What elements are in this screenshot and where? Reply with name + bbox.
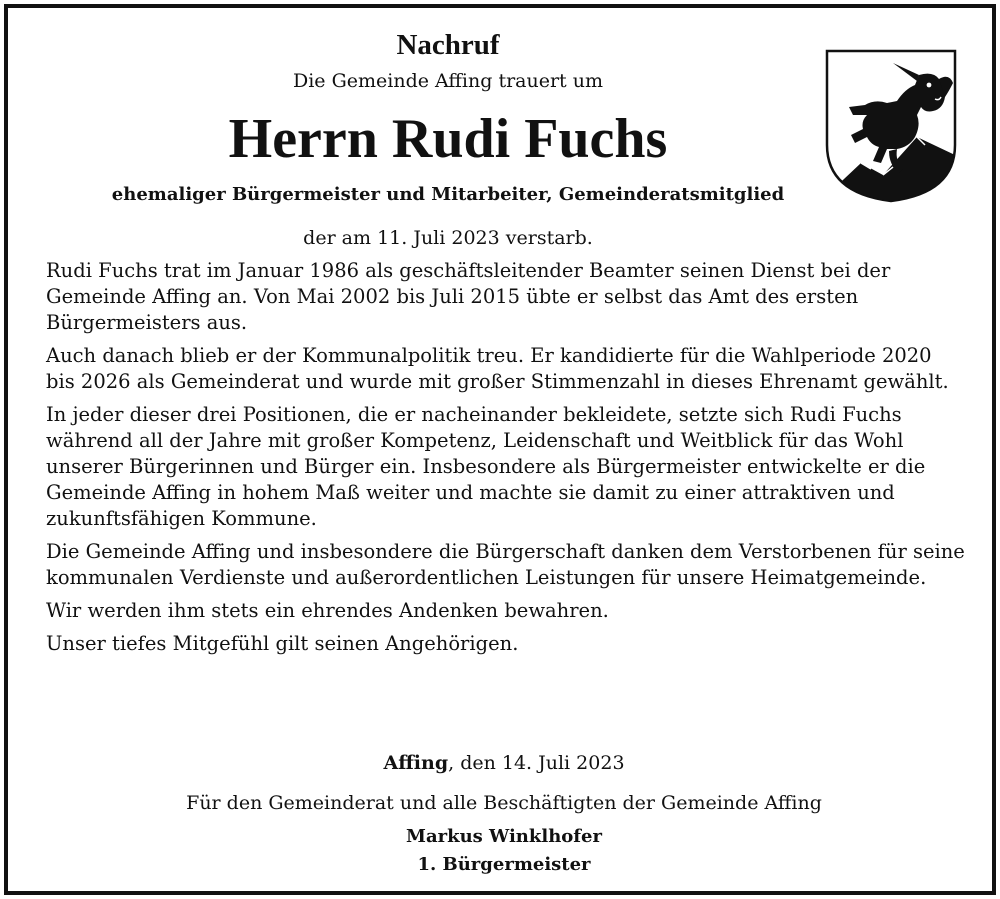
notice-intro: Die Gemeinde Affing trauert um (293, 70, 603, 92)
body-paragraph: Wir werden ihm stets ein ehrendes Andenken bewahren. (46, 599, 609, 622)
closing-date: , den 14. Juli 2023 (448, 752, 625, 774)
notice-frame (4, 4, 996, 895)
place-name: Affing (383, 752, 449, 774)
body-paragraph: In jeder dieser drei Positionen, die er nacheinander bekleidete, setzte sich Rudi Fuchs während all der Jahre mit großer Kompetenz, Leidenschaft und Weitblick für das Wohl unserer Bürgerinnen und Bürger ein. Insbesondere als Bürgermeister entwickelte er die Gemeinde Affing in hohem Maß weiter und machte sie damit zu einer attraktiven und zukunftsfähigen Kommune. (46, 403, 926, 530)
unicorn-crest-icon (821, 45, 961, 205)
signer-name: Markus Winklhofer (406, 826, 602, 847)
body-paragraph: Unser tiefes Mitgefühl gilt seinen Angehörigen. (46, 632, 519, 655)
signer-title: 1. Bürgermeister (417, 854, 591, 875)
body-paragraph: Rudi Fuchs trat im Januar 1986 als geschäftsleitender Beamter seinen Dienst bei der Gemeinde Affing an. Von Mai 2002 bis Juli 2015 übte er selbst das Amt des ersten Bürgermeisters aus. (46, 259, 891, 334)
notice-heading: Nachruf (396, 29, 500, 61)
body-paragraph: Die Gemeinde Affing und insbesondere die Bürgerschaft danken dem Verstorbenen für seine kommunalen Verdienste und außerordentlichen Leistungen für unsere Heimatgemeinde. (46, 540, 965, 589)
on-behalf-line: Für den Gemeinderat und alle Beschäftigten der Gemeinde Affing (186, 792, 822, 814)
notice-body (46, 258, 966, 664)
deceased-name: Herrn Rudi Fuchs (228, 108, 668, 170)
place-date-line (8, 750, 1000, 776)
body-paragraph: Auch danach blieb er der Kommunalpolitik treu. Er kandidierte für die Wahlperiode 2020 bis 2026 als Gemeinderat und wurde mit großer Stimmenzahl in dieses Ehrenamt gewählt. (46, 344, 949, 393)
deceased-role: ehemaliger Bürgermeister und Mitarbeiter, Gemeinderatsmitglied (111, 184, 785, 205)
death-date-line: der am 11. Juli 2023 verstarb. (303, 227, 593, 249)
